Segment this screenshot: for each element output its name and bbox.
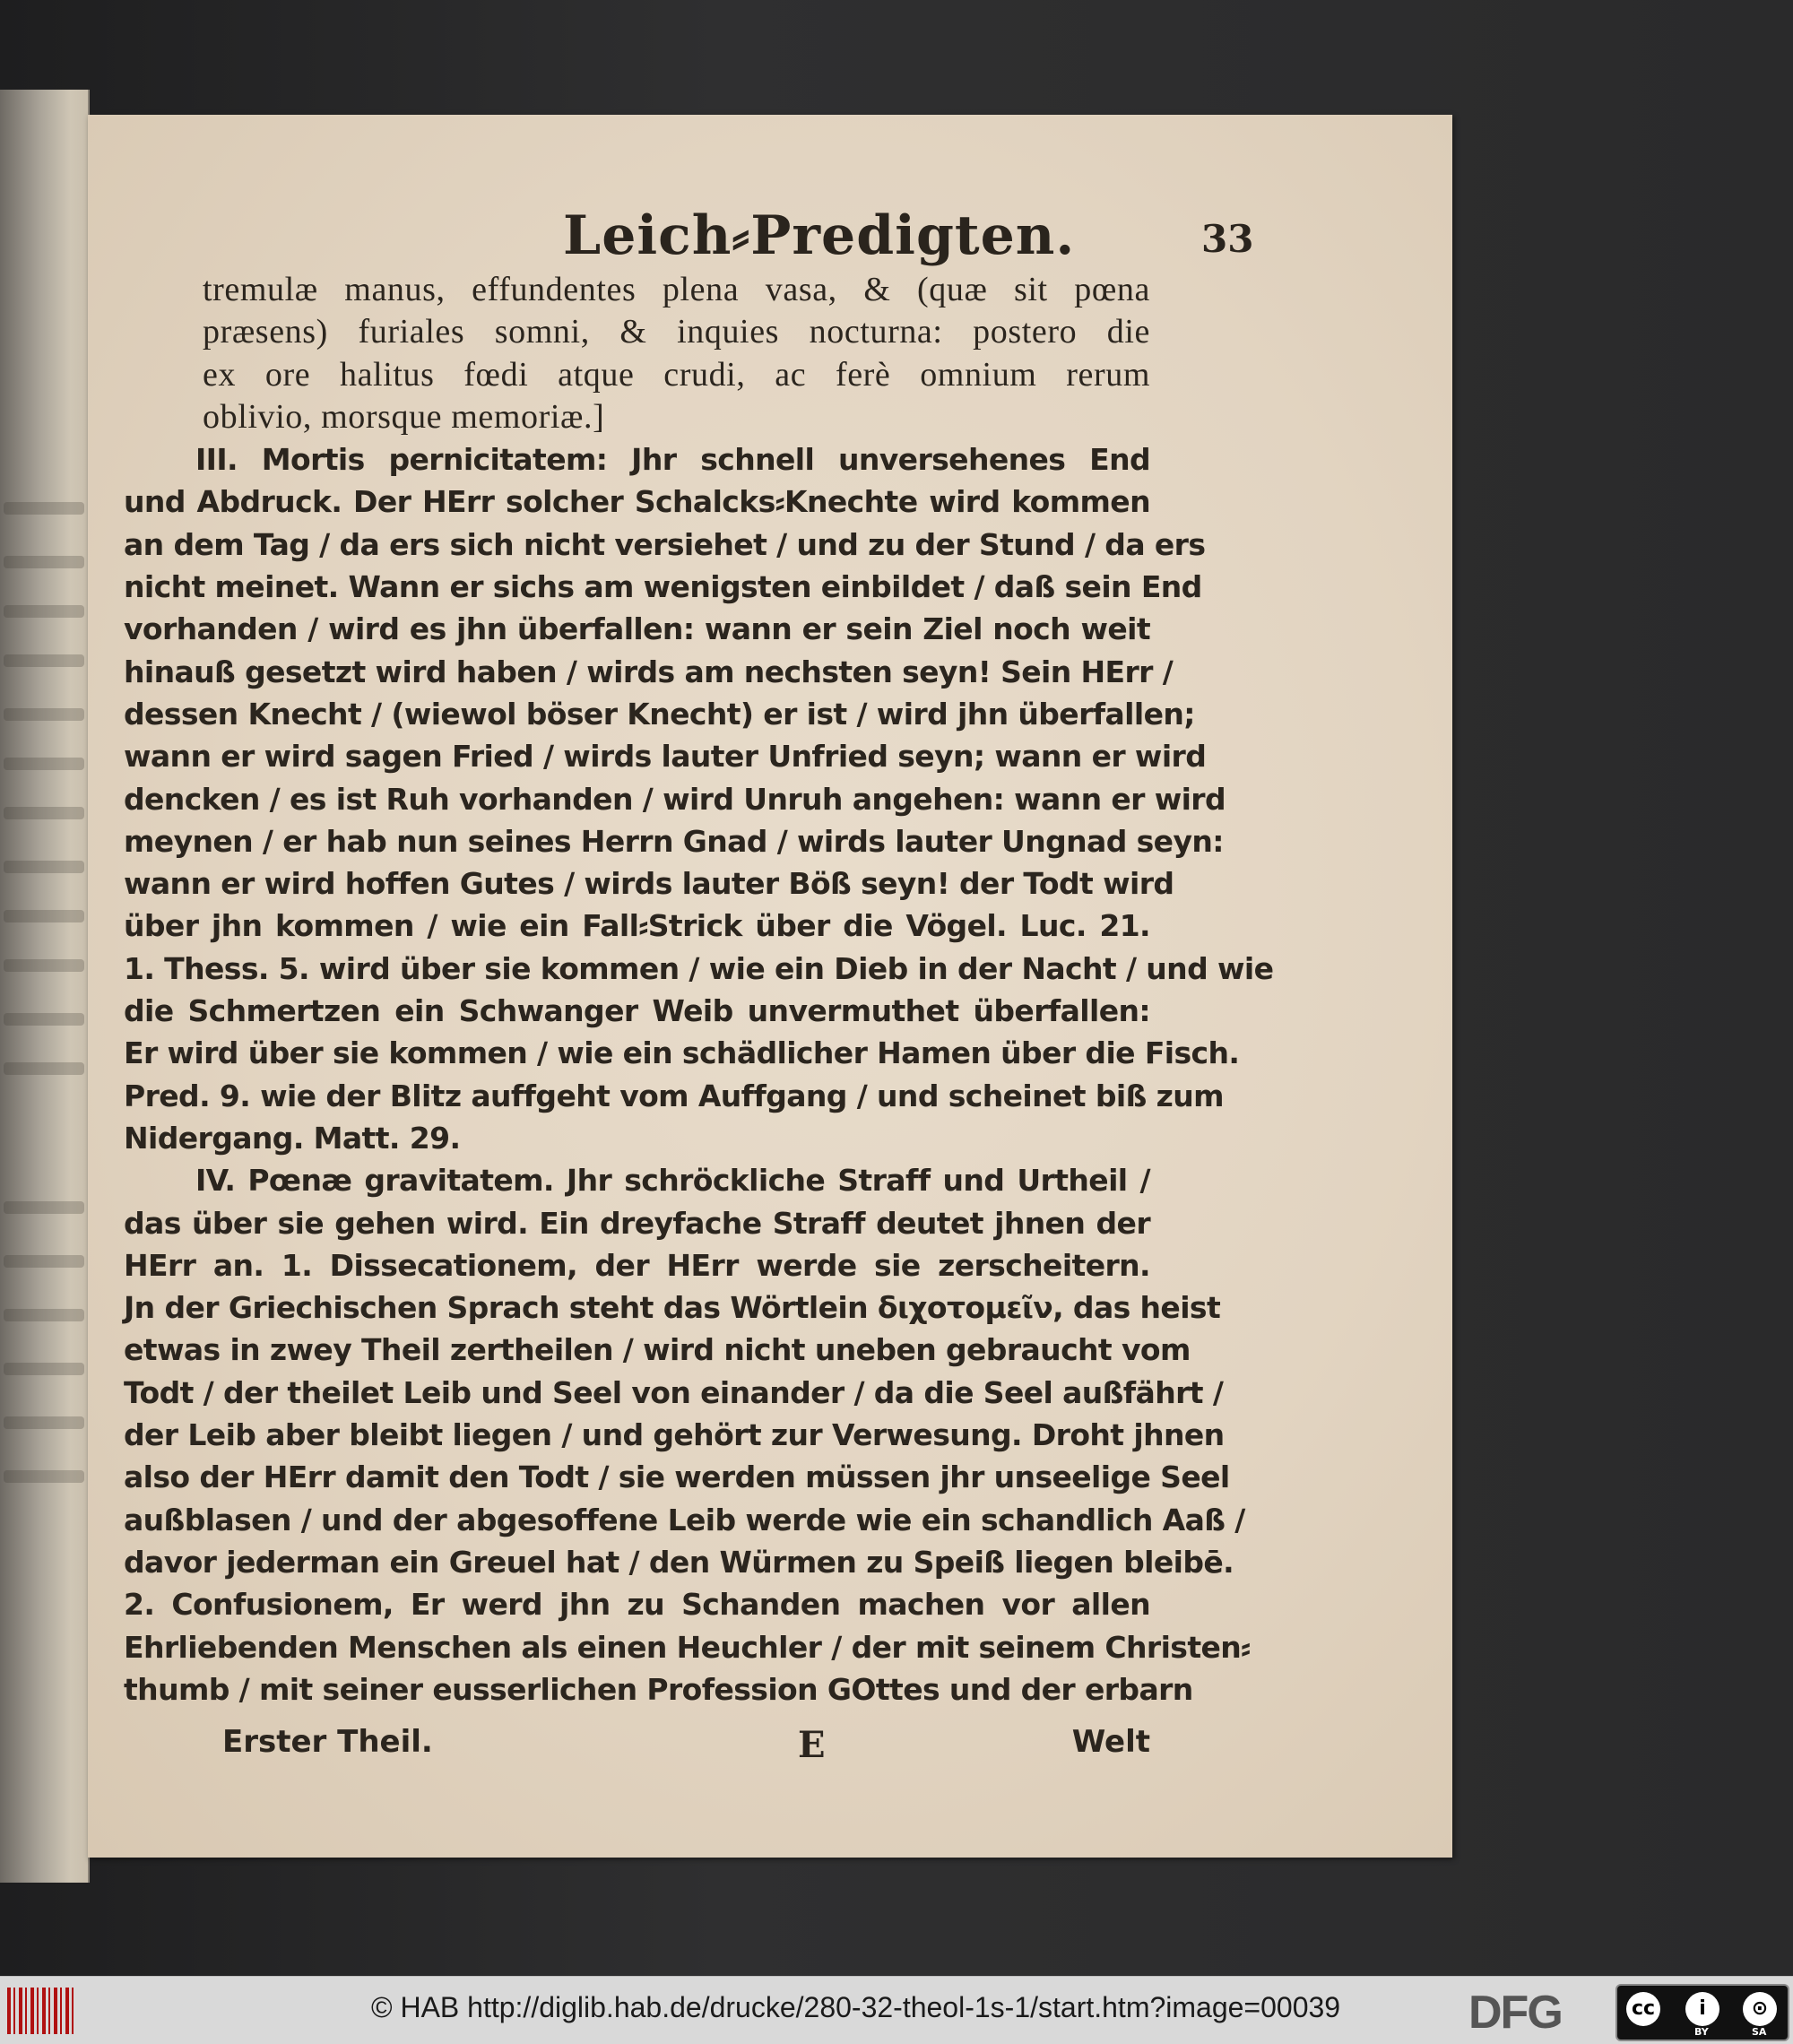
bleed-through-mark	[4, 1201, 84, 1214]
text-line: vorhanden / wird es jhn überfallen: wann er sein Ziel noch weit	[124, 611, 1150, 647]
bleed-through-mark	[4, 556, 84, 568]
text-line: wann er wird sagen Fried / wirds lauter Unfried seyn; wann er wird	[124, 739, 1207, 775]
bleed-through-mark	[4, 1013, 84, 1026]
book-page	[88, 115, 1452, 1858]
text-line: also der HErr damit den Todt / sie werden müssen jhr unseelige Seel	[124, 1459, 1230, 1495]
dfg-logo: DFG	[1468, 1987, 1562, 2039]
bleed-through-mark	[4, 502, 84, 515]
body-text	[124, 269, 1274, 1711]
text-line: davor jederman ein Greuel hat / den Würmen zu Speiß liegen bleibē.	[124, 1544, 1234, 1580]
text-line: tremulæ manus, effundentes plena vasa, & (quæ sit pœna	[203, 271, 1150, 308]
by-label: BY	[1694, 2026, 1709, 2038]
bleed-through-mark	[4, 1255, 84, 1268]
hab-logo-icon	[7, 1988, 74, 2034]
bleed-through-mark	[4, 605, 84, 618]
bleed-through-mark	[4, 708, 84, 721]
text-line: Todt / der theilet Leib und Seel von einander / da die Seel außfährt /	[124, 1374, 1224, 1410]
text-line: III. Mortis pernicitatem: Jhr schnell unversehenes End	[195, 442, 1150, 478]
text-line: Er wird über sie kommen / wie ein schädlicher Hamen über die Fisch.	[124, 1035, 1240, 1071]
catchword: Welt	[1071, 1724, 1150, 1760]
text-line: der Leib aber bleibt liegen / und gehört zur Verwesung. Droht jhnen	[124, 1417, 1225, 1453]
text-line: und Abdruck. Der HErr solcher Schalcks⸗Knechte wird kommen	[124, 484, 1150, 520]
attribution-icon: i	[1685, 1992, 1719, 2026]
text-line: 1. Thess. 5. wird über sie kommen / wie ein Dieb in der Nacht / und wie	[124, 950, 1274, 986]
text-line: Jn der Griechischen Sprach steht das Wörtlein διχοτομεῖν, das heist	[124, 1290, 1221, 1326]
cc-icon: cc	[1626, 1992, 1660, 2026]
bleed-through-mark	[4, 807, 84, 819]
source-credit-link[interactable]: © HAB http://diglib.hab.de/drucke/280-32-theol-1s-1/start.htm?image=00039	[371, 1991, 1341, 2023]
text-line: außblasen / und der abgesoffene Leib werde wie ein schandlich Aaß /	[124, 1502, 1245, 1537]
bleed-through-mark	[4, 758, 84, 770]
text-line: hinauß gesetzt wird haben / wirds am nechsten seyn! Sein HErr /	[124, 654, 1174, 689]
page-number: 33	[1201, 217, 1254, 261]
text-line: an dem Tag / da ers sich nicht versiehet / und zu der Stund / da ers	[124, 526, 1206, 562]
text-line: Pred. 9. wie der Blitz auffgeht vom Auffgang / und scheinet biß zum	[124, 1078, 1224, 1113]
bleed-through-mark	[4, 654, 84, 667]
bleed-through-mark	[4, 910, 84, 922]
running-title: Leich⸗Predigten.	[563, 204, 1076, 267]
sa-label: SA	[1752, 2026, 1767, 2038]
text-line: HErr an. 1. Dissecationem, der HErr werde sie zerscheitern.	[124, 1247, 1150, 1283]
text-line: dencken / es ist Ruh vorhanden / wird Unruh angehen: wann er wird	[124, 781, 1226, 817]
text-line: dessen Knecht / (wiewol böser Knecht) er ist / wird jhn überfallen;	[124, 696, 1195, 732]
previous-page-edge	[0, 90, 90, 1883]
text-line: über jhn kommen / wie ein Fall⸗Strick über die Vögel. Luc. 21.	[124, 908, 1150, 944]
cc-license-badge[interactable]	[1615, 1984, 1789, 2041]
page-footer	[124, 1724, 1150, 1778]
text-line: Nidergang. Matt. 29.	[124, 1120, 461, 1156]
bleed-through-mark	[4, 861, 84, 873]
text-line: oblivio, morsque memoriæ.]	[203, 397, 605, 436]
text-line: wann er wird hoffen Gutes / wirds lauter Böß seyn! der Todt wird	[124, 866, 1174, 902]
text-line: die Schmertzen ein Schwanger Weib unvermuthet überfallen:	[124, 993, 1150, 1029]
text-line: ex ore halitus fœdi atque crudi, ac ferè omnium rerum	[203, 355, 1150, 394]
bleed-through-mark	[4, 1363, 84, 1375]
text-line: etwas in zwey Theil zertheilen / wird nicht uneben gebraucht vom	[124, 1332, 1191, 1368]
footer-section-title: Erster Theil.	[222, 1724, 433, 1760]
text-line: meynen / er hab nun seines Herrn Gnad / wirds lauter Ungnad seyn:	[124, 823, 1224, 859]
text-line: præsens) furiales somni, & inquies nocturna: postero die	[203, 313, 1150, 351]
credit-bar	[0, 1976, 1793, 2044]
bleed-through-mark	[4, 1309, 84, 1321]
text-line: IV. Pœnæ gravitatem. Jhr schröckliche Straff und Urtheil /	[195, 1163, 1150, 1199]
text-line: 2. Confusionem, Er werd jhn zu Schanden machen vor allen	[124, 1587, 1150, 1623]
bleed-through-mark	[4, 1416, 84, 1429]
bleed-through-mark	[4, 1470, 84, 1483]
share-alike-icon: ⊙	[1743, 1992, 1777, 2026]
text-line: thumb / mit seiner eusserlichen Profession GOttes und der erbarn	[124, 1671, 1193, 1707]
bleed-through-mark	[4, 959, 84, 972]
text-line: nicht meinet. Wann er sichs am wenigsten einbildet / daß sein End	[124, 569, 1202, 605]
text-line: das über sie gehen wird. Ein dreyfache Straff deutet jhnen der	[124, 1205, 1150, 1241]
signature-mark: E	[798, 1724, 826, 1766]
text-line: Ehrliebenden Menschen als einen Heuchler / der mit seinem Christen⸗	[124, 1629, 1251, 1665]
bleed-through-mark	[4, 1062, 84, 1075]
